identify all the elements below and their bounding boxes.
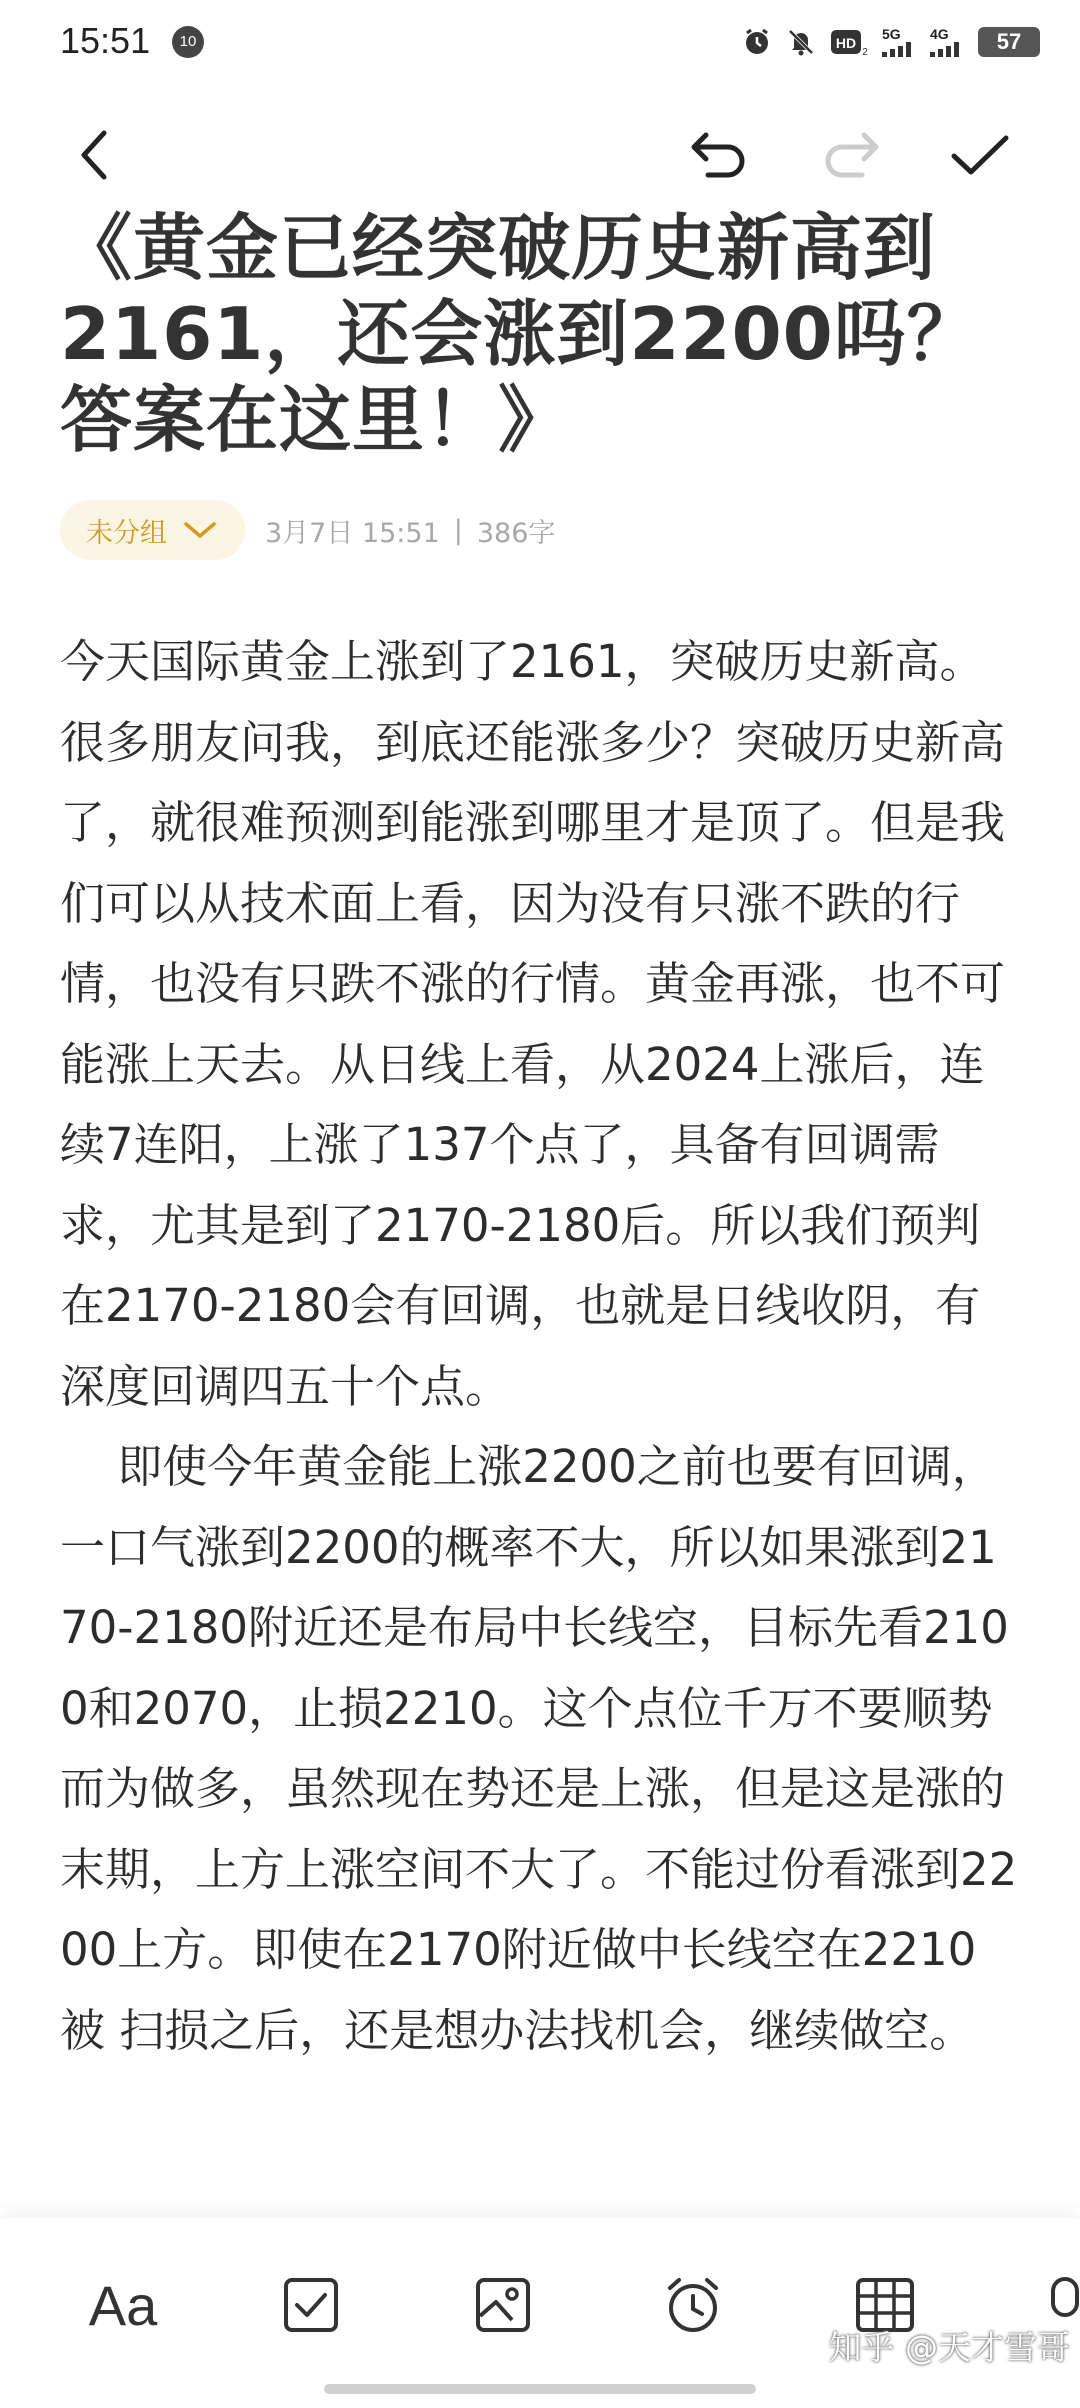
note-meta bbox=[60, 498, 555, 562]
net-4g-label: 4G bbox=[930, 26, 949, 42]
alarm-clock-icon bbox=[662, 2274, 724, 2336]
chevron-down-icon bbox=[183, 520, 217, 540]
editor-toolbar bbox=[0, 100, 1080, 210]
alarm-icon bbox=[742, 27, 772, 57]
back-icon bbox=[72, 125, 118, 185]
format-toolbar bbox=[0, 2218, 1080, 2408]
status-icons bbox=[742, 22, 1040, 62]
note-body[interactable] bbox=[60, 622, 1020, 2214]
meta-separator: | bbox=[453, 514, 463, 546]
note-paragraph: 即使今年黄金能上涨2200之前也要有回调，一口气涨到2200的概率不大，所以如果涨到2170-2180附近还是布局中长线空，目标先看2100和2070，止损2210。这个点位千万不要顺势而为做多，虽然现在势还是上涨，但是这是涨的末期，上方上涨空间不大了。不能过份看涨到2200上方。即使在2170附近做中长线空在2210被 扫损之后，还是想办法找机会，继续做空。 bbox=[60, 1440, 1018, 2057]
signal-4g-icon bbox=[930, 27, 964, 57]
font-icon: Aa bbox=[88, 2273, 158, 2337]
group-label: 未分组 bbox=[86, 517, 167, 549]
reminder-button[interactable] bbox=[648, 2260, 738, 2350]
svg-text:2: 2 bbox=[862, 47, 868, 57]
battery-icon: 57 bbox=[978, 27, 1040, 57]
undo-icon bbox=[688, 127, 752, 183]
note-paragraph: 今天国际黄金上涨到了2161，突破历史新高。很多朋友问我，到底还能涨多少？突破历史新高了，就很难预测到能涨到哪里才是顶了。但是我们可以从技术面上看，因为没有只涨不跌的行情，也没有只跌不涨的行情。黄金再涨，也不可能涨上天去。从日线上看，从2024上涨后，连续7连阳，上涨了137个点了，具备有回调需求，尤其是到了2170-2180后。所以我们预判在2170-2180会有回调，也就是日线收阴，有深度回调四五十个点。 bbox=[60, 635, 1006, 1413]
redo-icon bbox=[818, 127, 882, 183]
note-date: 3月7日 15:51 bbox=[265, 517, 440, 549]
undo-button[interactable] bbox=[685, 120, 755, 190]
done-button[interactable] bbox=[945, 120, 1015, 190]
net-5g-label: 5G bbox=[882, 26, 901, 42]
watermark bbox=[829, 2322, 1071, 2369]
group-selector[interactable] bbox=[60, 500, 245, 560]
insert-image-button[interactable] bbox=[458, 2260, 548, 2350]
status-bar bbox=[0, 0, 1080, 90]
hd-icon bbox=[830, 27, 868, 57]
signal-5g-icon bbox=[882, 27, 916, 57]
status-time: 15:51 bbox=[60, 20, 151, 61]
back-button[interactable] bbox=[60, 120, 130, 190]
word-count: 386字 bbox=[476, 517, 556, 549]
checklist-button[interactable] bbox=[266, 2260, 356, 2350]
notification-badge: 10 bbox=[172, 26, 204, 58]
checklist-icon bbox=[282, 2276, 340, 2334]
note-title[interactable]: 《黄金已经突破历史新高到2161，还会涨到2200吗？答案在这里！》 bbox=[60, 206, 980, 462]
image-icon bbox=[474, 2276, 532, 2334]
font-style-button[interactable] bbox=[78, 2260, 168, 2350]
hd-label: HD bbox=[835, 35, 857, 51]
watermark-text: 知乎 @天才雪哥 bbox=[828, 2328, 1070, 2367]
home-indicator[interactable] bbox=[324, 2384, 756, 2394]
done-icon bbox=[949, 130, 1011, 180]
redo-button[interactable] bbox=[815, 120, 885, 190]
mute-icon bbox=[786, 27, 816, 57]
